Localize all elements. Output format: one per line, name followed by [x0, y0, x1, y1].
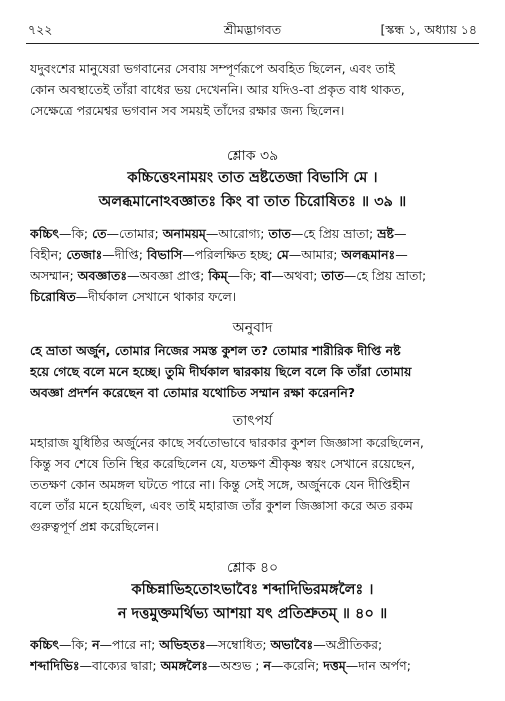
verse-39-sanskrit [20, 166, 485, 214]
synonym-line [30, 655, 482, 676]
synonym-line [30, 244, 482, 265]
term-meaning: —কি; [59, 637, 93, 652]
translation-heading: অনুবাদ [232, 320, 273, 336]
text-line: সেক্ষেত্রে পরমেশ্বর ভগবান সব সময়ই তাঁদের রক্ষার জন্য ছিলেন। [30, 103, 345, 118]
verse-line: অলব্ধমানোঽবজ্ঞাতঃ কিং বা তাত চিরোষিতঃ ॥ ৩৯ ॥ [98, 194, 407, 210]
intro-purport [30, 58, 480, 121]
term-meaning: —হে প্রিয় ভ্রাতা; [290, 226, 378, 241]
term-meaning: —আরোগ্য; [205, 226, 269, 241]
text-line: যদুবংশের মানুষেরা ভগবানের সেবায় সম্পূর্ণরূপে অবহিত ছিলেন, এবং তাই [30, 61, 395, 76]
sanskrit-term: কচ্চিৎ [30, 226, 60, 241]
term-meaning: —করেনি; [270, 658, 324, 673]
term-meaning: —আমার; [288, 247, 342, 262]
sanskrit-term: অলব্ধমানঃ [341, 247, 396, 262]
sanskrit-term: অভাবৈঃ [270, 637, 314, 652]
book-title: শ্রীমদ্ভাগবত [223, 22, 282, 37]
verse-line: ন দত্তমুক্তমর্থিভ্য আশয়া যৎ প্রতিশ্রুতম্ ॥ ৪০ ॥ [117, 606, 388, 622]
verse-39-heading: শ্লোক ৩৯ [226, 148, 279, 164]
sanskrit-term: অমঙ্গলৈঃ [160, 658, 208, 673]
sanskrit-term: অনাময়ম্ [162, 226, 206, 241]
sanskrit-term: বা [260, 268, 272, 283]
translation-line: হয়ে গেছে বলে মনে হচ্ছে। তুমি দীর্ঘকাল দ্বারকায় ছিলে বলে কি তাঁরা তোমায় [30, 364, 412, 379]
purport-line: কিন্তু সব শেষে তিনি স্থির করেছিলেন যে, যতক্ষণ শ্রীকৃষ্ণ স্বয়ং সেখানে রয়েছেন, [30, 456, 415, 471]
term-meaning: —কি; [227, 268, 261, 283]
sanskrit-term: তে [92, 226, 107, 241]
synonym-line [30, 265, 482, 286]
term-meaning: অসম্মান; [30, 268, 78, 283]
term-meaning: — [393, 226, 407, 241]
verse-40-heading: শ্লোক ৪০ [226, 560, 279, 576]
verse-line: কচ্চিত্তেঽনাময়ং তাত ভ্রষ্টতেজা বিভাসি মে । [127, 170, 378, 186]
sanskrit-term: ভ্রষ্ট [377, 226, 394, 241]
translation-line: হে ভ্রাতা অর্জুন, তোমার নিজের সমস্ত কুশল ত? তোমার শারীরিক দীপ্তি নষ্ট [30, 343, 401, 358]
term-meaning: —অশুভ ; [207, 658, 264, 673]
term-meaning: —দান অর্পণ; [345, 658, 411, 673]
text-line: কোন অবস্থাতেই তাঁরা বাধের ভয় দেখেননি। আর যদিও-বা প্রকৃত বাধ থাকত, [30, 82, 405, 97]
chapter-reference: [স্কন্ধ ১, অধ্যায় ১৪ [380, 22, 477, 37]
purport-heading: তাৎপর্য [232, 413, 273, 429]
page-header [28, 22, 477, 40]
purport-line: গুরুত্বপূর্ণ প্রশ্ন করেছিলেন। [30, 519, 159, 534]
term-meaning: বিহীন; [30, 247, 67, 262]
sanskrit-term: তাত [321, 268, 344, 283]
sanskrit-term: ন [92, 637, 100, 652]
sanskrit-term: ন [263, 658, 271, 673]
sanskrit-term: তাত [268, 226, 291, 241]
term-meaning: —পরিলক্ষিত হচ্ছ; [182, 247, 277, 262]
sanskrit-term: অভিহতঃ [159, 637, 206, 652]
sanskrit-term: চিরোষিত [30, 289, 76, 304]
term-meaning: —তোমার; [106, 226, 163, 241]
page-number: ৭২২ [28, 22, 53, 37]
purport-line: বলে তাঁর মনে হয়েছিল, এবং তাই মহারাজ তাঁর কুশল জিজ্ঞাসা করে অত রকম [30, 498, 413, 513]
verse-39-translation [30, 340, 482, 403]
synonym-line [30, 286, 482, 307]
sanskrit-term: কিম্ [208, 268, 228, 283]
term-meaning: —হে প্রিয় ভ্রাতা; [343, 268, 427, 283]
term-meaning: —পারে না; [99, 637, 160, 652]
term-meaning: —বাক্যের দ্বারা; [79, 658, 161, 673]
verse-39-purport [30, 432, 480, 537]
term-meaning: —কি; [59, 226, 93, 241]
purport-line: ততক্ষণ কোন অমঙ্গল ঘটতে পারে না। কিন্তু সেই সঙ্গে, অর্জুনকে যেন দীপ্তিহীন [30, 477, 410, 492]
purport-line: মহারাজ যুধিষ্ঠির অর্জুনের কাছে সর্বতোভাবে দ্বারকার কুশল জিজ্ঞাসা করেছিলেন, [30, 435, 424, 450]
verse-40-sanskrit [20, 578, 485, 626]
verse-39-synonyms [30, 223, 482, 307]
term-meaning: —সম্বোধিত; [205, 637, 271, 652]
sanskrit-term: দত্তম্ [323, 658, 346, 673]
term-meaning: —দীপ্তি; [102, 247, 147, 262]
term-meaning: —অপ্রীতিকর; [313, 637, 383, 652]
synonym-line [30, 634, 482, 655]
sanskrit-term: বিভাসি [146, 247, 183, 262]
verse-40-synonyms [30, 634, 482, 676]
sanskrit-term: মে [276, 247, 289, 262]
sanskrit-term: শব্দাদিভিঃ [30, 658, 80, 673]
term-meaning: —অবজ্ঞা প্রাপ্ত; [127, 268, 209, 283]
header-rule [26, 43, 479, 44]
term-meaning: — [395, 247, 408, 262]
sanskrit-term: তেজাঃ [66, 247, 103, 262]
synonym-line [30, 223, 482, 244]
sanskrit-term: অবজ্ঞাতঃ [77, 268, 128, 283]
verse-line: কচ্চিন্নাভিহতোঽভাবৈঃ শব্দাদিভিরমঙ্গলৈঃ । [131, 582, 374, 598]
term-meaning: —দীর্ঘকাল সেখানে থাকার ফলে। [75, 289, 237, 304]
translation-line: অবজ্ঞা প্রদর্শন করেছেন বা তোমার যথোচিত সম্মান রক্ষা করেননি? [30, 385, 356, 400]
term-meaning: —অথবা; [271, 268, 322, 283]
sanskrit-term: কচ্চিৎ [30, 637, 60, 652]
